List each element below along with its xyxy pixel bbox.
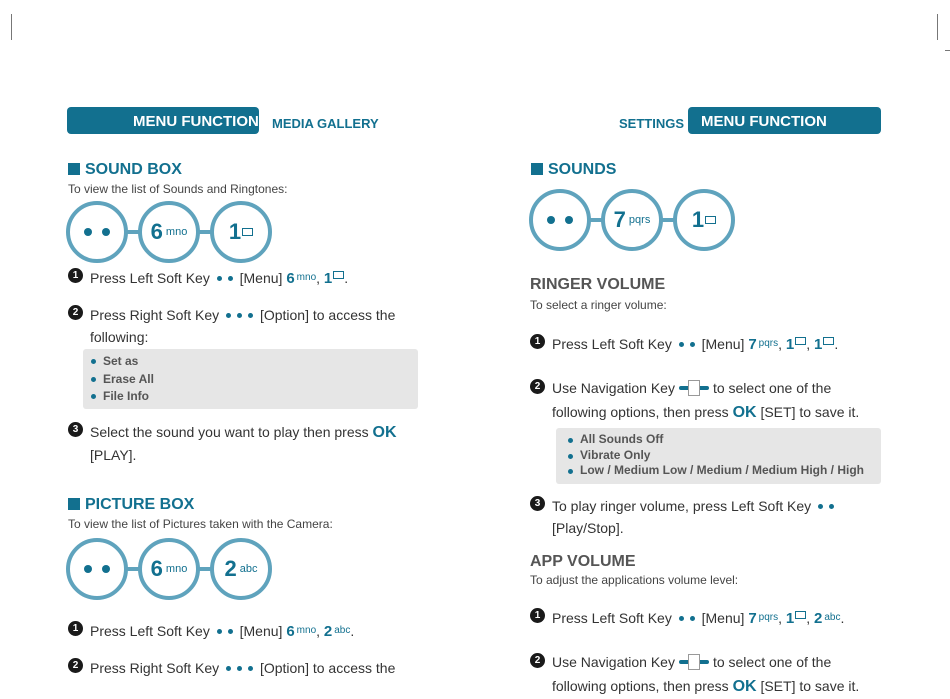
sound-box-step-2: 2 Press Right Soft Key [Option] to access the following: — [68, 304, 408, 348]
option-vibrate-only: Vibrate Only — [566, 448, 871, 464]
ringer-step-3: 3 To play ringer volume, press Left Soft Key [Play/Stop]. — [530, 495, 890, 539]
sounds-title: SOUNDS — [531, 161, 616, 179]
picture-box-subtitle: To view the list of Pictures taken with the Camera: — [68, 517, 333, 531]
left-soft-key-icon — [66, 201, 128, 263]
key-6-icon: 6 mno — [138, 538, 200, 600]
ringer-volume-options — [556, 428, 881, 484]
sound-box-step-1: 1 Press Left Soft Key [Menu] 6 $^{mno}$, 1 . — [68, 267, 408, 290]
right-menu-function-banner: MENU FUNCTION — [688, 107, 881, 134]
key-1-icon: 1 — [210, 201, 272, 263]
sound-box-step-3: 3 Select the sound you want to play then press OK [PLAY]. — [68, 421, 408, 466]
app-volume-subtitle: To adjust the applications volume level: — [530, 573, 739, 587]
sound-box-subtitle: To view the list of Sounds and Ringtones: — [68, 182, 288, 196]
key-7-icon: 7 pqrs — [601, 189, 663, 251]
crop-mark-left — [11, 14, 12, 40]
picture-box-step-1: 1 Press Left Soft Key [Menu] 6 $^{mno}$, 2 $^{abc}$. — [68, 620, 408, 643]
crop-mark-right-tick — [945, 50, 950, 51]
ringer-volume-title: RINGER VOLUME — [530, 276, 666, 293]
sound-box-title: SOUND BOX — [68, 161, 182, 179]
picture-box-key-sequence — [66, 538, 270, 600]
left-soft-key-icon — [66, 538, 128, 600]
app-volume-title: APP VOLUME — [530, 553, 636, 570]
key-1-icon: 1 — [673, 189, 735, 251]
sound-box-options — [83, 349, 418, 409]
settings-heading: SETTINGS — [619, 116, 685, 131]
app-step-2: 2 Use Navigation Key to select one of the following options, then press OK [SET] to save it. — [530, 650, 890, 699]
key-6-icon: 6 mno — [138, 201, 200, 263]
option-erase-all: Erase All — [89, 371, 412, 389]
left-menu-function-banner: MENU FUNCTION — [67, 107, 259, 134]
option-file-info: File Info — [89, 388, 412, 406]
ringer-volume-subtitle: To select a ringer volume: — [530, 298, 667, 312]
app-step-1: 1 Press Left Soft Key [Menu] 7 $^{pqrs}$, 1 , 2 $^{abc}$. — [530, 607, 890, 630]
ringer-step-1: 1 Press Left Soft Key [Menu] 7 $^{pqrs}$, 1 , 1 . — [530, 333, 890, 356]
picture-box-title: PICTURE BOX — [68, 496, 194, 514]
navigation-key-icon — [679, 380, 709, 396]
crop-mark-right — [937, 14, 938, 40]
key-2-icon: 2 abc — [210, 538, 272, 600]
navigation-key-icon — [679, 654, 709, 670]
left-soft-key-icon — [529, 189, 591, 251]
picture-box-step-2: 2 Press Right Soft Key [Option] to access the — [68, 657, 408, 679]
option-volume-levels: Low / Medium Low / Medium / Medium High / High — [566, 463, 871, 479]
option-all-sounds-off: All Sounds Off — [566, 432, 871, 448]
ringer-step-2: 2 Use Navigation Key to select one of the following options, then press OK [SET] to save it. — [530, 376, 890, 425]
option-set-as: Set as — [89, 353, 412, 371]
media-gallery-heading: MEDIA GALLERY — [272, 116, 379, 131]
sound-box-key-sequence — [66, 201, 270, 263]
sounds-key-sequence — [529, 189, 733, 251]
